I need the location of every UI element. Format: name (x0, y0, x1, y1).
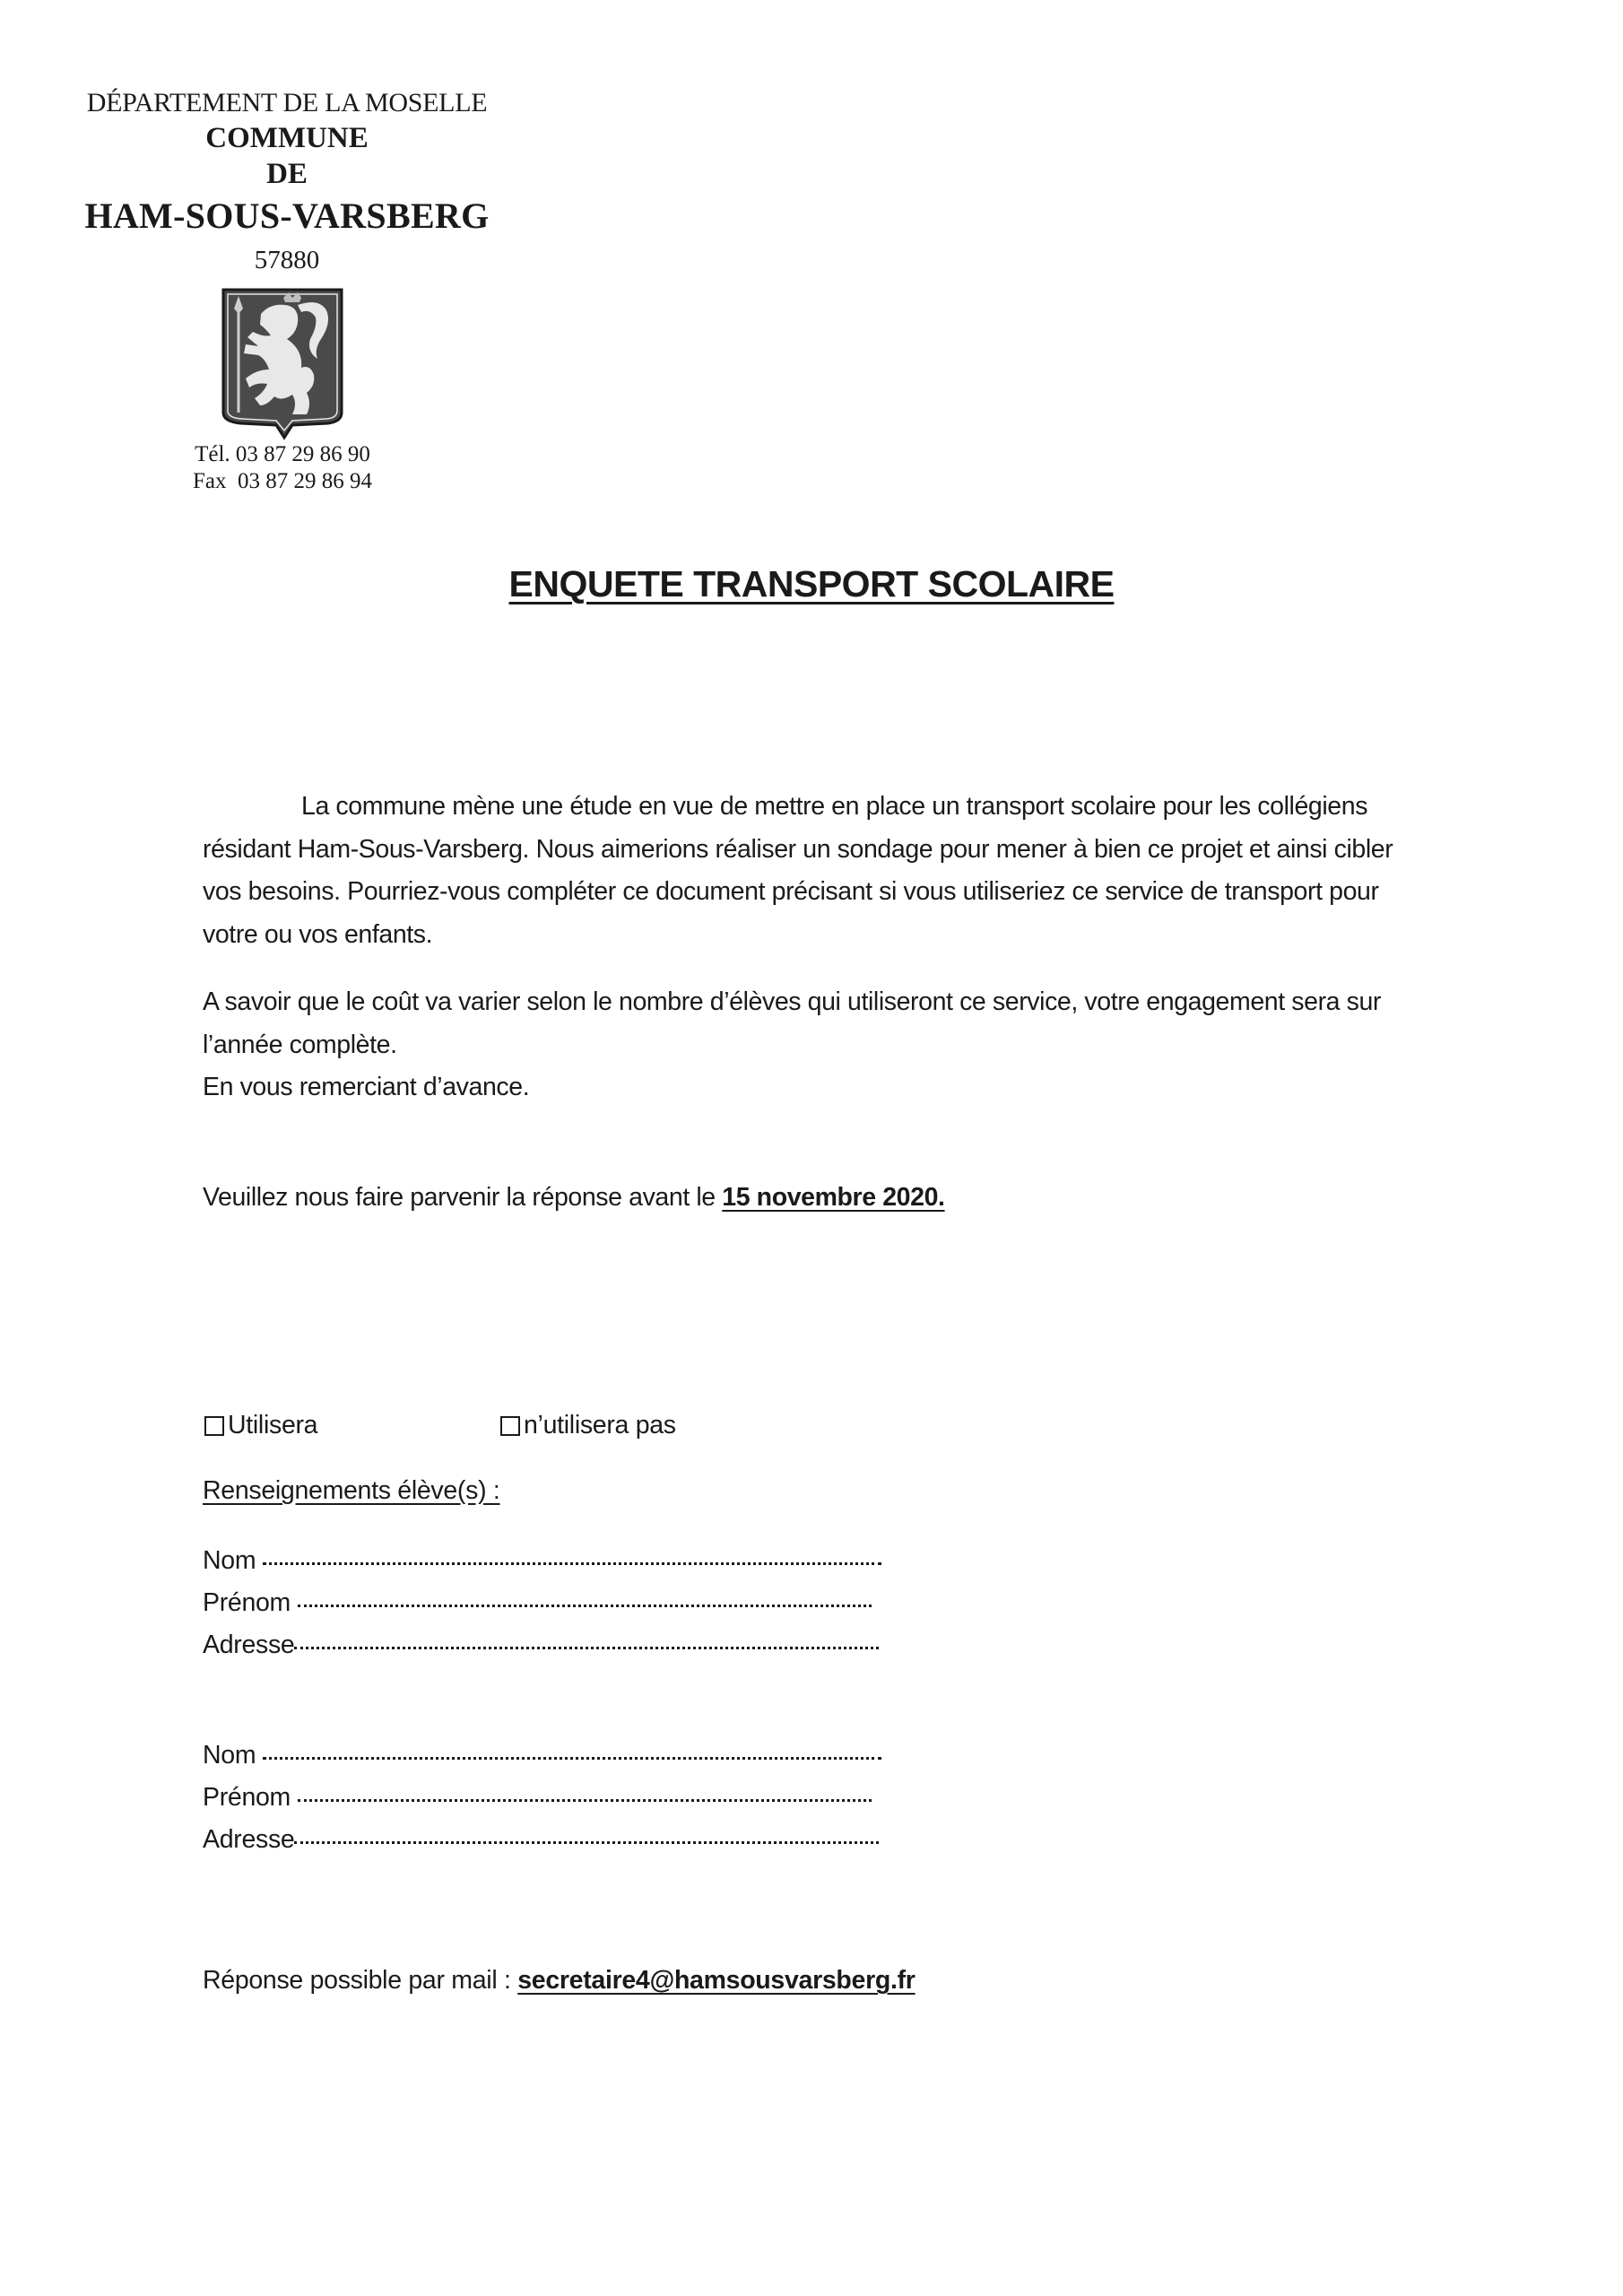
field-nom[interactable] (203, 1546, 902, 1588)
field-prenom-dotted-line[interactable] (298, 1605, 872, 1607)
phone-number: Tél. 03 87 29 86 90 (195, 442, 370, 466)
field-prenom[interactable] (203, 1783, 902, 1825)
checkbox-nutilisera-pas[interactable] (500, 1416, 520, 1436)
field-adresse-label: Adresse (203, 1825, 295, 1854)
email-link[interactable]: secretaire4@hamsousvarsberg.fr (517, 1966, 916, 1995)
choice-utilisera[interactable] (204, 1405, 317, 1447)
letterhead (54, 86, 520, 278)
choice-nutilisera-pas[interactable] (500, 1405, 676, 1447)
intro-paragraph-text: La commune mène une étude en vue de mettre en place un transport scolaire pour les collégiens résidant Ham-Sous-Varsberg. Nous aimerions réaliser un sondage pour mener à bien ce projet et ainsi cibler vos besoins. Pourriez-vous compléter ce document précisant si vous utiliseriez ce service de transport pour votre ou vos enfants. (203, 792, 1393, 949)
field-adresse[interactable] (203, 1631, 902, 1673)
commune-label: COMMUNE (205, 122, 369, 154)
field-prenom[interactable] (203, 1588, 902, 1631)
cost-paragraph-text: A savoir que le coût va varier selon le nombre d’élèves qui utiliseront ce service, votre engagement sera sur l’année complète. (203, 987, 1382, 1059)
checkbox-utilisera[interactable] (204, 1416, 224, 1436)
student-block-2 (203, 1741, 902, 1867)
deadline-line (203, 1177, 1422, 1220)
field-adresse-label: Adresse (203, 1631, 295, 1659)
reply-by-mail (203, 1966, 916, 1996)
student-block-1 (203, 1546, 902, 1673)
choice-utilisera-label: Utilisera (228, 1411, 318, 1439)
commune-de-label: DE (266, 158, 308, 190)
contact-info (170, 441, 395, 495)
deadline-text: Veuillez nous faire parvenir la réponse avant le (203, 1183, 723, 1212)
choice-nutilisera-pas-label: n’utilisera pas (524, 1411, 676, 1439)
reply-text: Réponse possible par mail : (203, 1966, 518, 1995)
document-title (0, 563, 1623, 605)
field-nom[interactable] (203, 1741, 902, 1783)
field-nom-label: Nom (203, 1546, 256, 1575)
postal-code: 57880 (254, 246, 320, 274)
field-adresse-dotted-line[interactable] (294, 1841, 879, 1844)
field-prenom-label: Prénom (203, 1588, 291, 1617)
cost-paragraph (203, 981, 1422, 1109)
department-name: DÉPARTEMENT DE LA MOSELLE (86, 88, 488, 117)
deadline-date: 15 novembre 2020. (722, 1183, 945, 1212)
city-name: HAM-SOUS-VARSBERG (84, 196, 490, 236)
field-prenom-dotted-line[interactable] (298, 1799, 872, 1802)
intro-paragraph (203, 786, 1422, 956)
fax-number: Fax 03 87 29 86 94 (193, 469, 372, 493)
lion-rampant-crest-icon (221, 287, 348, 441)
field-adresse-dotted-line[interactable] (294, 1647, 879, 1649)
document-title-text: ENQUETE TRANSPORT SCOLAIRE (508, 563, 1115, 604)
thanks-text: En vous remerciant d’avance. (203, 1073, 530, 1101)
field-nom-dotted-line[interactable] (263, 1757, 881, 1760)
field-nom-label: Nom (203, 1741, 256, 1770)
field-nom-dotted-line[interactable] (263, 1562, 881, 1565)
field-adresse[interactable] (203, 1825, 902, 1867)
field-prenom-label: Prénom (203, 1783, 291, 1812)
student-info-heading: Renseignements élève(s) : (203, 1476, 500, 1505)
